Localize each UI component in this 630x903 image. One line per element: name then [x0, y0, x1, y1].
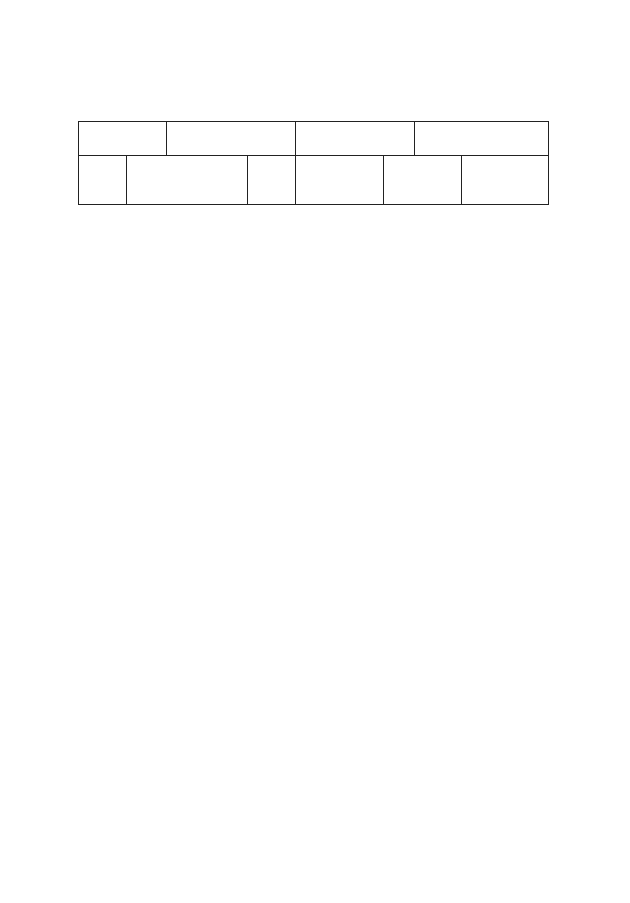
- column-header-row: [79, 156, 549, 205]
- validity-label: [296, 122, 415, 156]
- header-address: [127, 156, 248, 205]
- candidate-name-cell[interactable]: [167, 122, 296, 156]
- header-responsible: [296, 156, 384, 205]
- validity-date-cell[interactable]: [415, 122, 549, 156]
- candidate-row: [79, 122, 549, 156]
- candidate-name-label: [79, 122, 167, 156]
- header-phone: [248, 156, 296, 205]
- header-remarks: [462, 156, 549, 205]
- header-cert-number: [384, 156, 462, 205]
- office-form-table: [78, 121, 549, 205]
- header-signboards: [79, 156, 127, 205]
